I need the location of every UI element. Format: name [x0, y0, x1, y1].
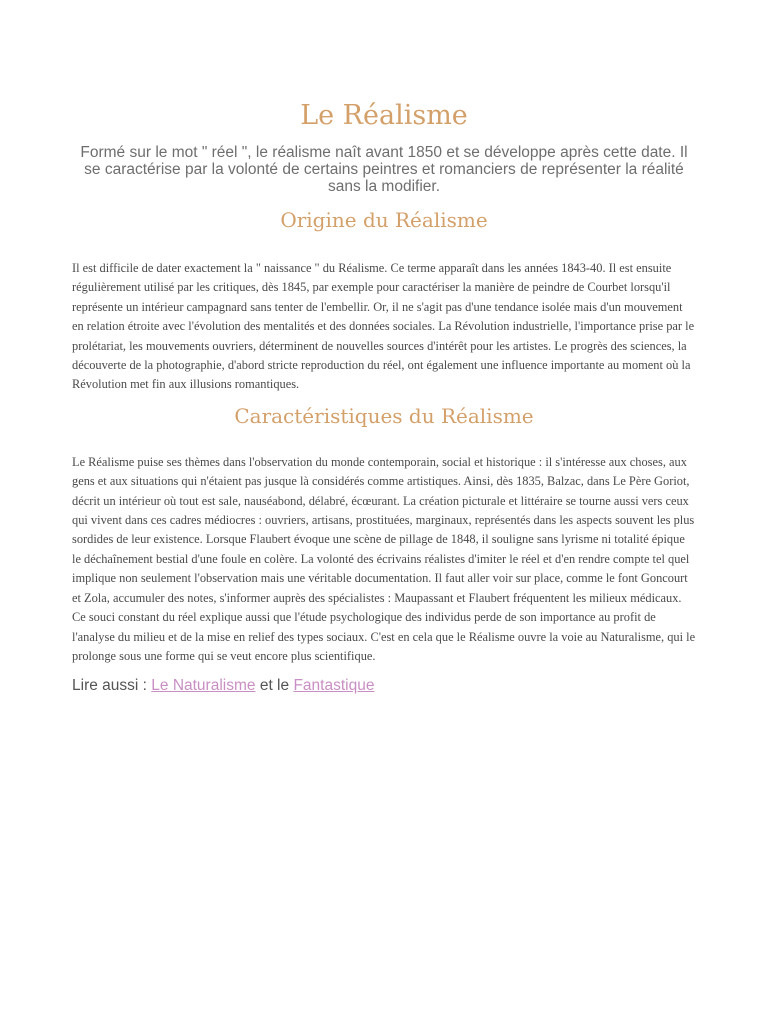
link-naturalisme[interactable]: Le Naturalisme [151, 677, 256, 695]
section-paragraph-origine: Il est difficile de dater exactement la " naissance " du Réalisme. Ce terme apparaît dans les années 1843-40. Il est ensuite régulièrement utilisé par les critiques, dès 1845, par exemple pour caractériser la manière de peindre de Courbet lorsqu'il représente un intérieur campagnard sans tenter de l'embellir. Or, il ne s'agit pas d'une tendance isolée mais d'un mouvement en relation étroite avec l'évolution des mentalités et des données sociales. La Révolution industrielle, l'importance prise par le prolétariat, les mouvements ouvriers, déterminent de nouvelles sources d'intérêt pour les artistes. Le progrès des sciences, la découverte de la photographie, d'abord stricte reproduction du réel, ont également une influence importante au moment où la Révolution met fin aux illusions romantiques. [72, 261, 695, 392]
see-also-prefix: Lire aussi : [72, 677, 152, 695]
link-fantastique[interactable]: Fantastique [293, 677, 375, 695]
section-paragraph-caracteristiques: Le Réalisme puise ses thèmes dans l'observation du monde contemporain, social et historique : il s'intéresse aux choses, aux gens et aux situations qui n'étaient pas jusque là considérés comme artistiques. Ainsi, dès 1835, Balzac, dans Le Père Goriot, décrit un intérieur où tout est sale, nauséabond, délabré, écœurant. La création picturale et littéraire se tourne aussi vers ceux qui vivent dans ces cadres médiocres : ouvriers, artisans, prostituées, marginaux, représentés dans les aspects souvent les plus sordides de leur existence. Lorsque Flaubert évoque une scène de pillage de 1848, il souligne sans lyrisme ni totalité épique le déchaînement bestial d'une foule en colère. La volonté des écrivains réalistes d'imiter le réel et d'en rendre compte tel quel implique non seulement l'observation mais une véritable documentation. Il faut aller voir sur place, comme le font Goncourt et Zola, accumuler des notes, s'informer auprès des spécialistes : Maupassant et Flaubert fréquentent les milieux médicaux. Ce souci constant du réel explique aussi que l'étude psychologique des individus perde de son importance au profit de l'analyse du milieu et de la mise en relief des types sociaux. C'est en cela que le Réalisme ouvre la voie au Naturalisme, qui le prolonge sous une forme qui se veut encore plus scientifique. [72, 454, 696, 663]
section-heading-caracteristiques: Caractéristiques du Réalisme [234, 403, 534, 428]
page-title: Le Réalisme [300, 100, 468, 131]
see-also-line [72, 674, 696, 698]
intro-paragraph: Formé sur le mot " réel ", le réalisme naît avant 1850 et se développe après cette date. Il se caractérise par la volonté de certains peintres et romanciers de représenter la réalité sans la modifier. [80, 144, 688, 195]
see-also-middle: et le [255, 677, 294, 695]
section-heading-origine: Origine du Réalisme [280, 208, 488, 232]
